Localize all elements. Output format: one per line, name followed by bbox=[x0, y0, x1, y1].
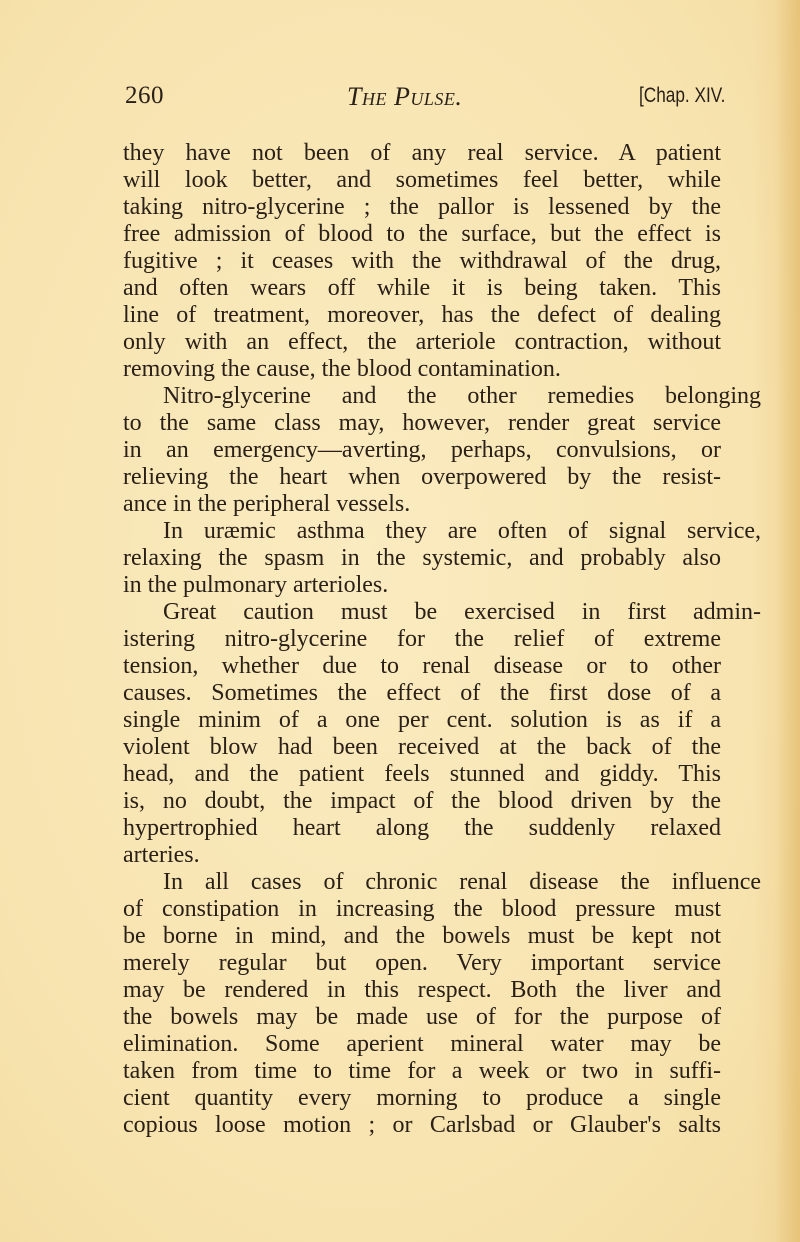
running-head bbox=[125, 82, 725, 116]
paragraph bbox=[123, 140, 721, 383]
text-line: taken from time to time for a week or two in suffi- bbox=[123, 1058, 721, 1084]
text-line: of constipation in increasing the blood pressure must bbox=[123, 896, 721, 922]
text-line: they have not been of any real service. A patient bbox=[123, 140, 721, 166]
text-line: free admission of blood to the surface, but the effect is bbox=[123, 221, 721, 247]
text-line: arteries. bbox=[123, 842, 200, 868]
page-edge-shadow bbox=[776, 0, 800, 1242]
text-line: is, no doubt, the impact of the blood driven by the bbox=[123, 788, 721, 814]
text-line: copious loose motion ; or Carlsbad or Glauber's salts bbox=[123, 1112, 721, 1138]
text-line: elimination. Some aperient mineral water may be bbox=[123, 1031, 721, 1057]
text-line: In uræmic asthma they are often of signal service, bbox=[163, 518, 761, 544]
text-line: single minim of a one per cent. solution is as if a bbox=[123, 707, 721, 733]
text-line: relaxing the spasm in the systemic, and probably also bbox=[123, 545, 721, 571]
text-line: Great caution must be exercised in first admin- bbox=[163, 599, 761, 625]
text-line: In all cases of chronic renal disease the influence bbox=[163, 869, 761, 895]
text-line: head, and the patient feels stunned and giddy. This bbox=[123, 761, 721, 787]
text-line: ance in the peripheral vessels. bbox=[123, 491, 411, 517]
text-line: removing the cause, the blood contamination. bbox=[123, 356, 561, 382]
paragraph bbox=[123, 869, 761, 1139]
paragraph bbox=[123, 383, 761, 518]
paragraph bbox=[123, 599, 761, 869]
text-line: violent blow had been received at the back of the bbox=[123, 734, 721, 760]
text-line: taking nitro-glycerine ; the pallor is lessened by the bbox=[123, 194, 721, 220]
text-line: the bowels may be made use of for the purpose of bbox=[123, 1004, 721, 1030]
paragraph bbox=[123, 518, 761, 599]
text-line: istering nitro-glycerine for the relief of extreme bbox=[123, 626, 721, 652]
text-line: causes. Sometimes the effect of the first dose of a bbox=[123, 680, 721, 706]
text-line: in the pulmonary arterioles. bbox=[123, 572, 389, 598]
text-line: only with an effect, the arteriole contraction, without bbox=[123, 329, 721, 355]
text-line: will look better, and sometimes feel better, while bbox=[123, 167, 721, 193]
text-line: hypertrophied heart along the suddenly relaxed bbox=[123, 815, 721, 841]
body-text bbox=[123, 140, 761, 1139]
running-title: The Pulse. bbox=[347, 82, 463, 111]
page-number: 260 bbox=[125, 82, 164, 109]
text-line: merely regular but open. Very important service bbox=[123, 950, 721, 976]
text-line: tension, whether due to renal disease or to other bbox=[123, 653, 721, 679]
text-line: Nitro-glycerine and the other remedies belonging bbox=[163, 383, 761, 409]
text-line: line of treatment, moreover, has the defect of dealing bbox=[123, 302, 721, 328]
chapter-reference: [Chap. XIV. bbox=[638, 84, 725, 107]
text-line: be borne in mind, and the bowels must be kept not bbox=[123, 923, 721, 949]
text-line: relieving the heart when overpowered by the resist- bbox=[123, 464, 721, 490]
text-line: to the same class may, however, render great service bbox=[123, 410, 721, 436]
text-line: cient quantity every morning to produce a single bbox=[123, 1085, 721, 1111]
text-line: fugitive ; it ceases with the withdrawal of the drug, bbox=[123, 248, 721, 274]
text-line: in an emergency—averting, perhaps, convulsions, or bbox=[123, 437, 721, 463]
text-line: and often wears off while it is being taken. This bbox=[123, 275, 721, 301]
text-line: may be rendered in this respect. Both the liver and bbox=[123, 977, 721, 1003]
